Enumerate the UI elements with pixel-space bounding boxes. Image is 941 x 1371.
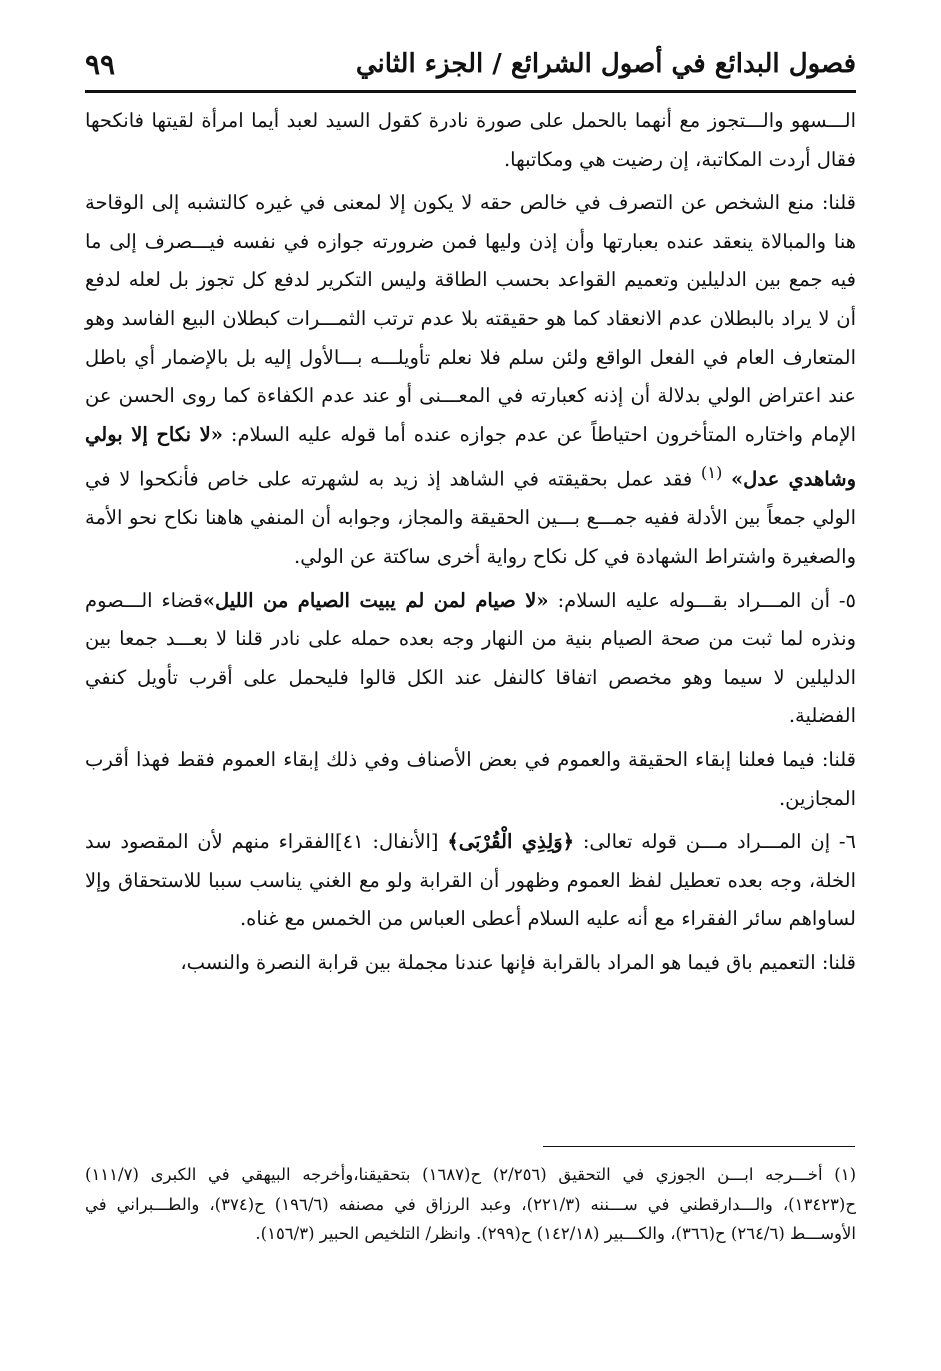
- point-5: [85, 582, 856, 736]
- hadith-quote-2: «لا صيام لمن لم يبيت الصيام من الليل»: [202, 588, 549, 612]
- footnote-ref-1: (١): [700, 463, 723, 483]
- point-6-text: الفقراء منهم لأن المقصود سد الخلة، وجه بعده تعطيل لفظ العموم وظهور أن القرابة ولو مع الغني يناسب سببا للاستحقاق وإلا لساواهم سائر الفقراء مع أنه عليه السلام أعطى العباس من الخمس مع غناه.: [85, 830, 856, 931]
- footnotes: [85, 1160, 856, 1249]
- paragraph-2-text: قلنا: منع الشخص عن التصرف في خالص حقه لا يكون إلا لمعنى في غيره كالتشبه إلى الوقاحة هنا والمبالاة ينعقد عنده بعبارتها وأن إذن وليها فمن ضرورته جوازه في نفسه فيـــصرف إلى ما فيه جمع بين الدليلين وتعميم القواعد بحسب الطاقة وليس التكرير لدفع كل تجوز بل لعله لدفع أن لا يراد بالبطلان عدم الانعقاد كما هو حقيقته بلا عدم ترتب الثمـــرات كبطلان البيع الفاسد وهو المتعارف العام في الفعل الواقع ولئن سلم فلا نعلم تأويلـــه بـــالأول إليه بل بالإضمار أي باطل عند اعتراض الولي بدلالة أن إذنه كعبارته في المعـــنى أو عند عدم الكفاءة كما روى الحسن عن الإمام واختاره المتأخرون احتياطاً عن عدم جوازه عنده أما قوله عليه السلام:: [85, 191, 856, 446]
- point-6: [85, 823, 856, 939]
- point-5-lead: ٥- أن المـــراد بقـــوله عليه السلام:: [557, 588, 856, 612]
- point-5-text: قضاء الـــصوم ونذره لما ثبت من صحة الصيام بنية من النهار وجه بعده حمله على نادر قلنا لا بعـــد جمعا بين الدليلين لا سيما وهو مخصص اتفاقا كالنفل عند الكل قالوا فليحمل على أقرب تأويل كنفي الفضلية.: [85, 588, 856, 728]
- paragraph-1: الـــسهو والـــتجوز مع أنهما بالحمل على صورة نادرة كقول السيد لعبد أيما امرأة لقيتها فانكحها فقال أردت المكاتبة، إن رضيت هي ومكاتبها.: [85, 109, 856, 171]
- reply-5: قلنا: فيما فعلنا إبقاء الحقيقة والعموم في بعض الأصناف وفي ذلك إبقاء العموم فقط فهذا أقرب المجازين.: [85, 748, 856, 810]
- quran-citation: [الأنفال: ٤١]: [335, 830, 439, 854]
- hadith-quote-1: «لا نكاح إلا بولي وشاهدي عدل»: [85, 422, 856, 491]
- paragraph-2: [85, 184, 856, 576]
- reply-6: قلنا: التعميم باق فيما هو المراد بالقرابة فإنها عندنا مجملة بين قرابة النصرة والنسب،: [180, 950, 856, 974]
- point-6-lead: ٦- إن المـــراد مـــن قوله تعالى:: [582, 830, 856, 854]
- paragraph-2-continuation: فقد عمل بحقيقته في الشاهد إذ زيد به لشهرته على خاص فأنكحوا لا في الولي جمعاً بين الأدلة ففيه جمـــع بـــين الحقيقة والمجاز، وجوابه أن المنفي هاهنا نكاح نحو الأمة والصغيرة واشتراط الشهادة في كل نكاح رواية أخرى ساكتة عن الولي.: [85, 467, 856, 569]
- page-number: ٩٩: [85, 47, 116, 81]
- running-title: فصول البدائع في أصول الشرائع / الجزء الثاني: [355, 49, 856, 79]
- page-header: [85, 38, 856, 93]
- footnote-1: (١) أخـــرجه ابـــن الجوزي في التحقيق (٢/٢٥٦) ح(١٦٨٧) بتحقيقنا،وأخرجه البيهقي في الكبرى (١١١/٧) ح(١٣٤٢٣)، والـــدارقطني في ســـننه (٢٢١/٣)، وعبد الرزاق في مصنفه (١٩٦/٦) ح(٣٧٤)، والطـــبراني في الأوســـط (٢٦٤/٦) ح(٣٦٦)، والكـــبير (١٤٢/١٨) ح(٢٩٩). وانظر/ التلخيص الحبير (١٥٦/٣).: [85, 1165, 857, 1243]
- footnote-divider: [543, 1146, 855, 1147]
- main-text: [85, 102, 856, 983]
- quran-quote: ﴿وَلِذِي الْقُرْبَى﴾: [447, 830, 575, 854]
